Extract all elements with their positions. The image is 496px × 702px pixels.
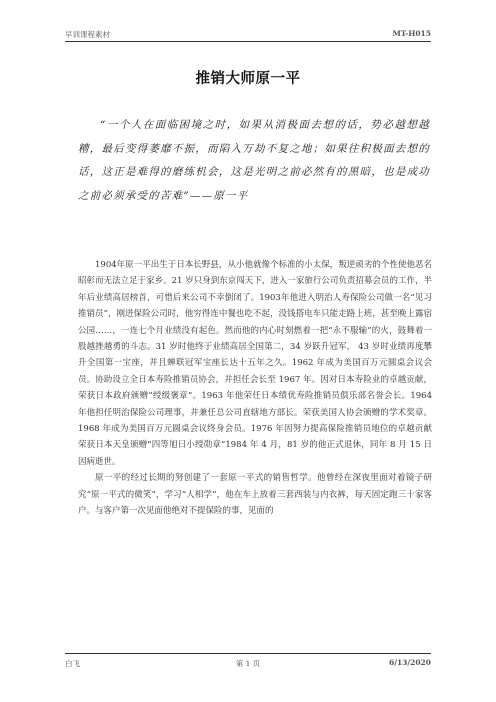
paragraph-1: 1904年原一平出生于日本长野县，从小他就像个标准的小太保，叛逆顽劣的个性使他恶名昭彰而无法立足于家乡。21 岁只身到东京闯天下，进入一家旅行公司负责招募会员的工作，半年后业绩高居榜首，可惜后来公司不幸倒闭了。1903年他进入明治人寿保险公司做一名“见习推销员”，刚进保险公司时，他穷得连中餐也吃不起，没钱搭电车只能走路上班，甚至晚上露宿公园……，一连七个月业绩没有起色。然而他的内心时刻燃着一把“永不服输”的火，鼓舞着一股越挫越勇的斗志。31 岁时他终于业绩高居全国第二，34 岁跃升冠军， 43 岁时业绩再度攀升全国第一宝座，并且蝉联冠军宝座长达十五年之久。1962 年成为美国百万元圆桌会议会员。协助设立全日本寿险推销员协会，并担任会长至 1967 年。因对日本寿险业的卓越贡献，荣获日本政府颁赠“绶级褒章”。1963 年他荣任日本绩优寿险推销员俱乐部名誉会长。1964 年他担任明治保险公司理事，并兼任总公司直辖地方部长。荣获美国人协会颁赠的学术奖章。1968 年成为美国百万元圆桌会议终身会员。1976 年因努力提高保险推销员地位的卓越贡献荣获日本天皇颁赠“四等旭日小绶勋章”1984 年 4 月，81 岁的他正式退休，同年 8 月 15 日因病逝世。 [78, 260, 432, 467]
header-left-text: 早训课程素材 [65, 30, 110, 39]
quote-block [78, 114, 430, 208]
footer-date: 6/13/2020 [388, 658, 431, 667]
page-header [65, 27, 431, 42]
footer-author: 白飞 [65, 659, 80, 668]
body-text [78, 257, 432, 520]
header-doc-code: MT-H015 [392, 29, 431, 38]
paragraph-2: 原一平的经过长期的努创建了一套原一平式的销售哲学。他曾经在深夜里面对着镜子研究“原一平式的微笑”，学习“人相学”，他在车上放着三套西装与内衣裤，每天固定跑三十家客户。与客户第一次见面他绝对不提保险的事，见面的 [78, 473, 432, 517]
page-footer [65, 653, 431, 668]
quote-text: “一个人在面临困境之时，如果从消极面去想的话，势必越想越糟，最后变得萎靡不振，而陷入万劫不复之地；如果往积极面去想的话，这正是难得的磨练机会，这是光明之前必然有的黑暗，也是成功之前必须承受的苦难”——原一平 [78, 119, 430, 202]
page-title: 推销大师原一平 [195, 70, 301, 87]
footer-page-number: 第 1 页 [235, 659, 261, 668]
